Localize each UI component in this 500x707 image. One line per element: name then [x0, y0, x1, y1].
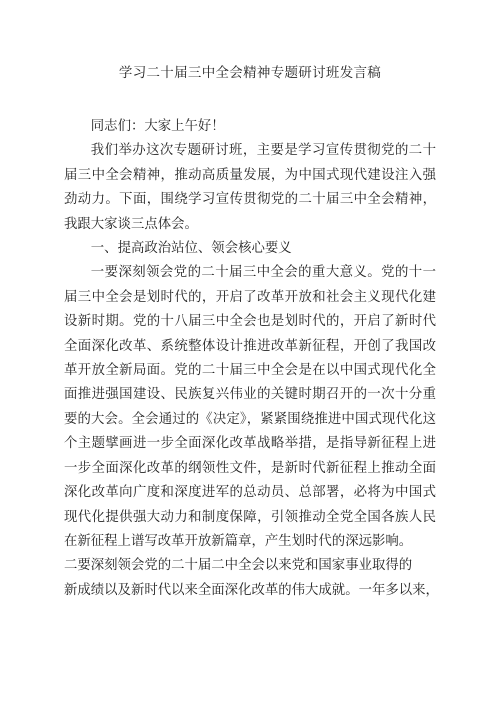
paragraph-line: 新成绩以及新时代以来全面深化改革的伟大成就。一年多以来， [64, 582, 439, 598]
greeting-paragraph: 同志们：大家上午好！ [90, 119, 225, 134]
body-paragraph-continued [64, 554, 439, 603]
body-paragraph: 一要深刻领会党的二十届三中全会的重大意义。党的十一届三中全会是划时代的，开启了改革开放和社会主义现代化建设新时期。党的十八届三中全会也是划时代的，开启了新时代全面深化改革、系统整体设计推进改革新征程，开创了我国改革开放全新局面。党的二十届三中全会是在以中国式现代化全面推进强国建设、民族复兴伟业的关键时期召开的一次十分重要的大会。全会通过的《决定》，紧紧围绕推进中国式现代化这个主题擘画进一步全面深化改革战略举措，是指导新征程上进一步全面深化改革的纲领性文件，是新时代新征程上推动全面深化改革向广度和深度进军的总动员、总部署，必将为中国式现代化提供强大动力和制度保障，引领推动全党全国各族人民在新征程上谱写改革开放新篇章，产生划时代的深远影响。 [64, 265, 436, 549]
paragraph-line: 二要深刻领会党的二十届二中全会以来党和国家事业取得的 [64, 558, 413, 574]
document-body [64, 115, 439, 603]
intro-paragraph: 我们举办这次专题研讨班，主要是学习宣传贯彻党的二十届三中全会精神，推动高质量发展，为中国式现代建设注入强劲动力。下面，围绕学习宣传贯彻党的二十届三中全会精神，我跟大家谈三点体会。 [64, 143, 436, 232]
section-heading: 一、提高政治站位、领会核心要义 [90, 241, 292, 257]
document-title: 学习二十届三中全会精神专题研讨班发言稿 [118, 65, 382, 81]
